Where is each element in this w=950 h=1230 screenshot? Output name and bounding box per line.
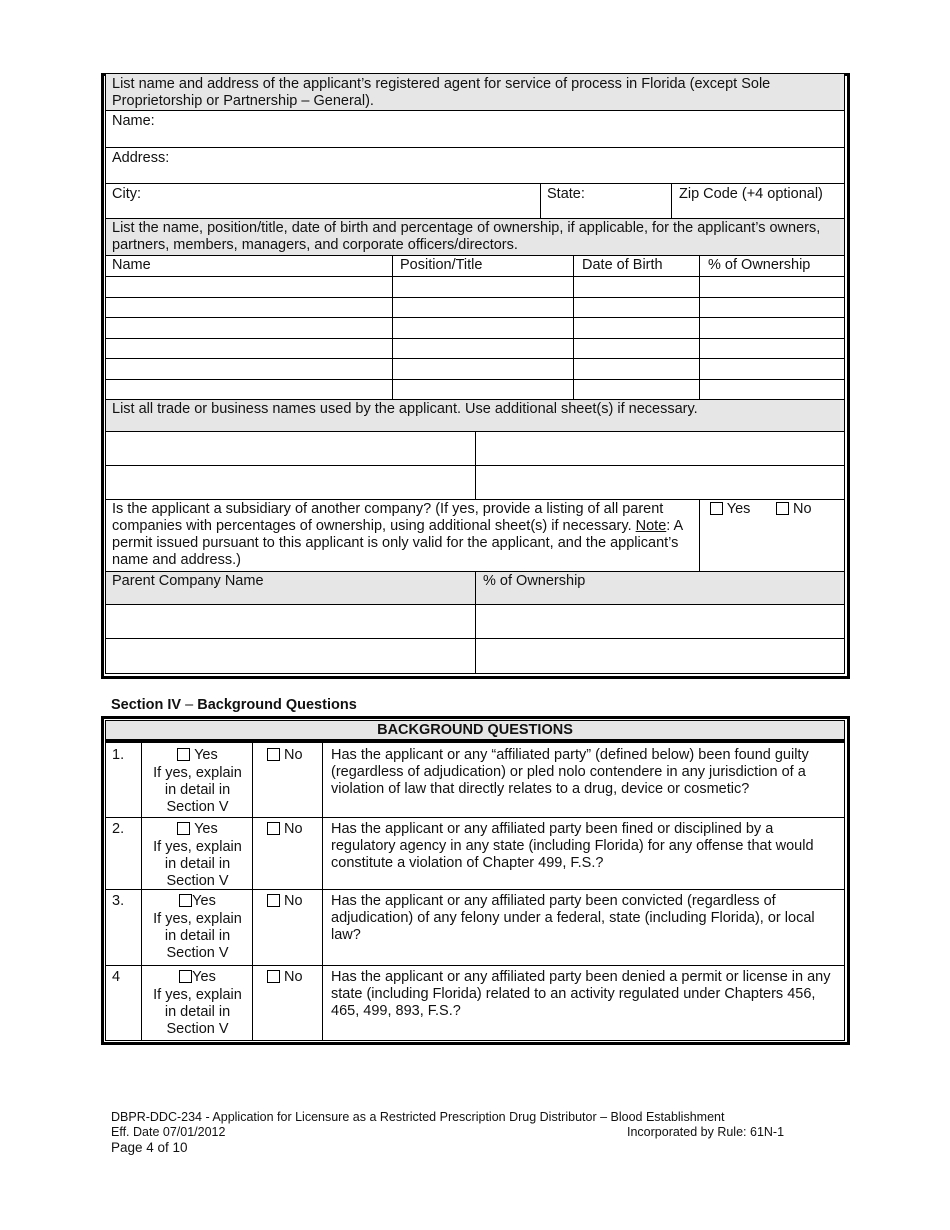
- question-no-checkbox[interactable]: [267, 894, 280, 907]
- owners-header-row: [106, 256, 844, 277]
- question-number: 4: [112, 969, 121, 985]
- trade-name-row[interactable]: [106, 466, 844, 500]
- owners-col-name: [106, 256, 392, 276]
- subsidiary-question-part1: Is the applicant a subsidiary of another company? (If yes, provide a listing of all parent companies with percentages of ownership, using additional sheet(s) if necessary.: [112, 501, 664, 534]
- agent-city-field[interactable]: [106, 184, 540, 218]
- owners-instruction-row: [106, 219, 844, 256]
- question-no-label: No: [284, 747, 303, 763]
- footer-eff-date: Eff. Date 07/01/2012: [111, 1125, 226, 1139]
- question-yes-label: Yes: [192, 893, 216, 909]
- owners-blank-row[interactable]: [106, 359, 844, 380]
- parent-company-row[interactable]: [106, 639, 844, 673]
- question-yes-cell: [141, 890, 252, 965]
- agent-state-field[interactable]: [540, 184, 671, 218]
- owners-col-ownership-label: % of Ownership: [708, 257, 811, 273]
- question-number: 1.: [112, 747, 125, 763]
- parent-ownership-header: % of Ownership: [483, 573, 586, 589]
- question-no-cell: [252, 966, 322, 1040]
- agent-zip-label: Zip Code (+4 optional): [679, 186, 823, 202]
- question-yes-checkbox[interactable]: [177, 748, 190, 761]
- subsidiary-answer-cell: [699, 500, 844, 571]
- question-yes-label: Yes: [192, 969, 216, 985]
- question-no-checkbox[interactable]: [267, 970, 280, 983]
- question-explain-note: If yes, explain in detail in Section V: [153, 911, 242, 961]
- question-number-cell: [106, 890, 141, 965]
- parent-name-header: Parent Company Name: [112, 573, 264, 589]
- agent-zip-field[interactable]: [671, 184, 844, 218]
- question-no-checkbox[interactable]: [267, 822, 280, 835]
- question-yes-option[interactable]: [142, 747, 253, 764]
- question-no-cell: [252, 743, 322, 817]
- background-question-row: [106, 966, 844, 1040]
- question-yes-label: Yes: [194, 821, 218, 837]
- question-text: Has the applicant or any “affiliated party” (defined below) been found guilty (regardless of adjudication) or pled nolo contendere in any jurisdiction of a violation of law that directly relates to a drug, device or cosmetic?: [331, 747, 809, 797]
- agent-instruction: List name and address of the applicant’s registered agent for service of process in Florida (except Sole Proprietorship or Partnership – General).: [112, 76, 771, 109]
- question-number: 3.: [112, 893, 125, 909]
- question-no-label: No: [284, 969, 303, 985]
- owners-col-name-label: Name: [112, 257, 151, 273]
- footer-rule: Incorporated by Rule: 61N-1: [627, 1125, 785, 1139]
- question-text-cell: [322, 818, 844, 889]
- question-yes-cell: [141, 966, 252, 1040]
- owners-blank-row[interactable]: [106, 298, 844, 319]
- owners-blank-row[interactable]: [106, 339, 844, 360]
- question-text-cell: [322, 890, 844, 965]
- owners-blank-row[interactable]: [106, 277, 844, 298]
- background-questions-header: BACKGROUND QUESTIONS: [377, 722, 573, 738]
- question-explain-note: If yes, explain in detail in Section V: [153, 839, 242, 889]
- question-no-cell: [252, 890, 322, 965]
- subsidiary-no-option[interactable]: [776, 501, 812, 518]
- question-explain-note: If yes, explain in detail in Section V: [153, 987, 242, 1037]
- parent-name-header-cell: [106, 572, 475, 604]
- agent-address-label: Address:: [112, 150, 170, 166]
- trade-name-row[interactable]: [106, 432, 844, 466]
- agent-name-row[interactable]: [106, 111, 844, 148]
- background-question-row: [106, 890, 844, 966]
- question-explain-note: If yes, explain in detail in Section V: [153, 765, 242, 815]
- subsidiary-no-checkbox[interactable]: [776, 502, 789, 515]
- question-yes-checkbox[interactable]: [179, 970, 192, 983]
- subsidiary-yes-label: Yes: [726, 501, 751, 517]
- question-text-cell: [322, 743, 844, 817]
- agent-city-row: [106, 184, 844, 219]
- agent-name-label: Name:: [112, 113, 155, 129]
- question-no-cell: [252, 818, 322, 889]
- question-no-label: No: [284, 821, 303, 837]
- owners-instruction: List the name, position/title, date of birth and percentage of ownership, if applicable, for the applicant’s owners, partners, members, managers, and corporate officers/directors.: [112, 220, 821, 253]
- question-yes-cell: [141, 818, 252, 889]
- subsidiary-question-part2: : A permit issued pursuant to this applicant is only valid for the applicant, and the applicant’s name and address.): [112, 518, 683, 568]
- agent-city-label: City:: [112, 186, 141, 202]
- section-iv-title-a: Section IV: [111, 697, 182, 713]
- subsidiary-no-label: No: [793, 501, 812, 517]
- question-no-option[interactable]: [267, 893, 303, 910]
- owners-blank-row[interactable]: [106, 318, 844, 339]
- question-yes-option[interactable]: [142, 821, 253, 838]
- owners-col-dob-label: Date of Birth: [582, 257, 663, 273]
- section-iv-title-dash: –: [181, 697, 198, 713]
- parent-company-header-row: [106, 572, 844, 605]
- question-number-cell: [106, 743, 141, 817]
- owners-col-dob: [573, 256, 699, 276]
- agent-address-row[interactable]: [106, 148, 844, 184]
- question-yes-checkbox[interactable]: [179, 894, 192, 907]
- trade-names-instruction-row: [106, 400, 844, 432]
- trade-names-instruction: List all trade or business names used by the applicant. Use additional sheet(s) if necessary.: [112, 401, 698, 417]
- owners-blank-row[interactable]: [106, 380, 844, 401]
- question-text: Has the applicant or any affiliated party been convicted (regardless of adjudication) of any felony under a federal, state (including Florida), or local law?: [331, 893, 815, 943]
- parent-ownership-header-cell: [475, 572, 844, 604]
- owners-col-ownership: [699, 256, 844, 276]
- subsidiary-question-cell: [106, 500, 699, 571]
- owners-col-position-label: Position/Title: [400, 257, 483, 273]
- background-questions-table: [105, 720, 845, 1041]
- question-number-cell: [106, 966, 141, 1040]
- question-text: Has the applicant or any affiliated party been fined or disciplined by a regulatory agency in any state (including Florida) for any offense that would constitute a violation of Chapter 499, F.S.?: [331, 821, 814, 871]
- owners-col-position: [392, 256, 573, 276]
- question-number: 2.: [112, 821, 125, 837]
- applicant-info-table: [105, 73, 845, 674]
- agent-instruction-row: [106, 74, 844, 111]
- parent-company-row[interactable]: [106, 605, 844, 639]
- question-no-label: No: [284, 893, 303, 909]
- question-no-option[interactable]: [267, 969, 303, 986]
- subsidiary-question: [112, 501, 692, 569]
- question-yes-option[interactable]: [142, 969, 253, 986]
- background-question-row: [106, 818, 844, 890]
- background-question-row: [106, 743, 844, 818]
- question-yes-option[interactable]: [142, 893, 253, 910]
- note-label: Note: [635, 518, 667, 534]
- question-yes-checkbox[interactable]: [177, 822, 190, 835]
- footer-form-title: DBPR-DDC-234 - Application for Licensure as a Restricted Prescription Drug Distributor – Blood Establishment: [111, 1110, 725, 1124]
- subsidiary-row: [106, 500, 844, 572]
- agent-state-label: State:: [547, 186, 585, 202]
- question-yes-label: Yes: [194, 747, 218, 763]
- question-text-cell: [322, 966, 844, 1040]
- section-iv-title: [111, 697, 357, 714]
- footer-page-number: Page 4 of 10: [111, 1140, 188, 1155]
- subsidiary-yes-checkbox[interactable]: [710, 502, 723, 515]
- subsidiary-yes-option[interactable]: [710, 501, 750, 518]
- question-no-option[interactable]: [267, 821, 303, 838]
- question-no-checkbox[interactable]: [267, 748, 280, 761]
- question-text: Has the applicant or any affiliated party been denied a permit or license in any state (including Florida) related to an activity regulated under Chapters 456, 465, 499, 893, F.S.?: [331, 969, 831, 1019]
- question-number-cell: [106, 818, 141, 889]
- background-questions-header-row: [106, 721, 844, 743]
- section-iv-title-b: Background Questions: [197, 697, 357, 713]
- question-no-option[interactable]: [267, 747, 303, 764]
- question-yes-cell: [141, 743, 252, 817]
